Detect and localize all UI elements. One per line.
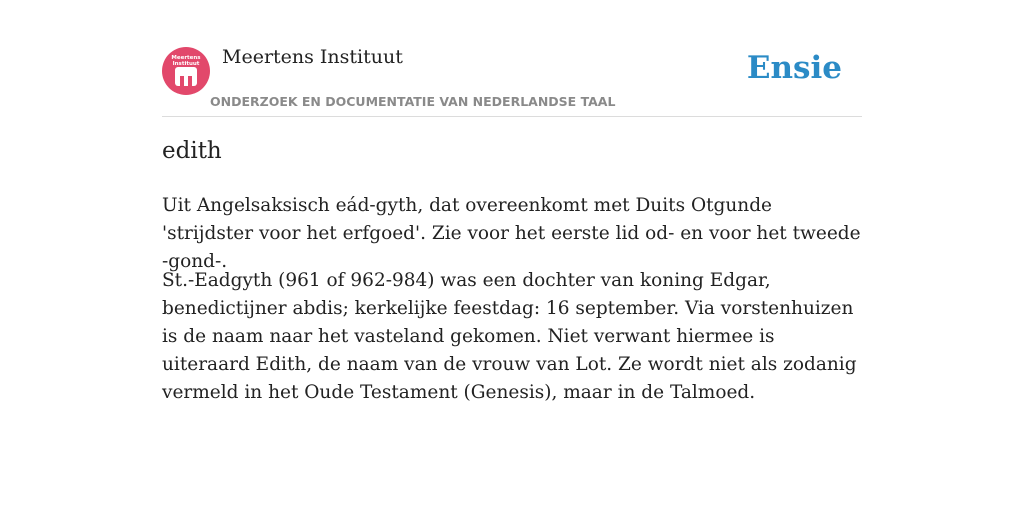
entry-title: edith xyxy=(162,138,222,164)
logo-text-line-2: Instituut xyxy=(172,61,200,67)
entry-paragraph: Uit Angelsaksisch eád-gyth, dat overeenkomt met Duits Otgunde 'strijdster voor het erfgoed'. Zie voor het eerste lid od- en voor het tweede -gond-. xyxy=(162,195,861,272)
logo-text-line-1: Meertens xyxy=(171,55,201,61)
org-name[interactable]: Meertens Instituut xyxy=(222,46,403,68)
entry-paragraph: St.-Eadgyth (961 of 962-984) was een dochter van koning Edgar, benedictijner abdis; kerkelijke feestdag: 16 september. Via vorstenhuizen is de naam naar het vasteland gekomen. Niet verwant hiermee is uiteraard Edith, de naam van de vrouw van Lot. Ze wordt niet als zodanig vermeld in het Oude Testament (Genesis), maar in de Talmoed. xyxy=(162,270,857,403)
site-header xyxy=(162,40,862,117)
ensie-brand-link[interactable]: Ensie xyxy=(746,50,842,86)
logo-m-icon xyxy=(175,67,197,86)
meertens-logo[interactable] xyxy=(162,47,210,95)
org-tagline: ONDERZOEK EN DOCUMENTATIE VAN NEDERLANDSE TAAL xyxy=(210,94,616,109)
